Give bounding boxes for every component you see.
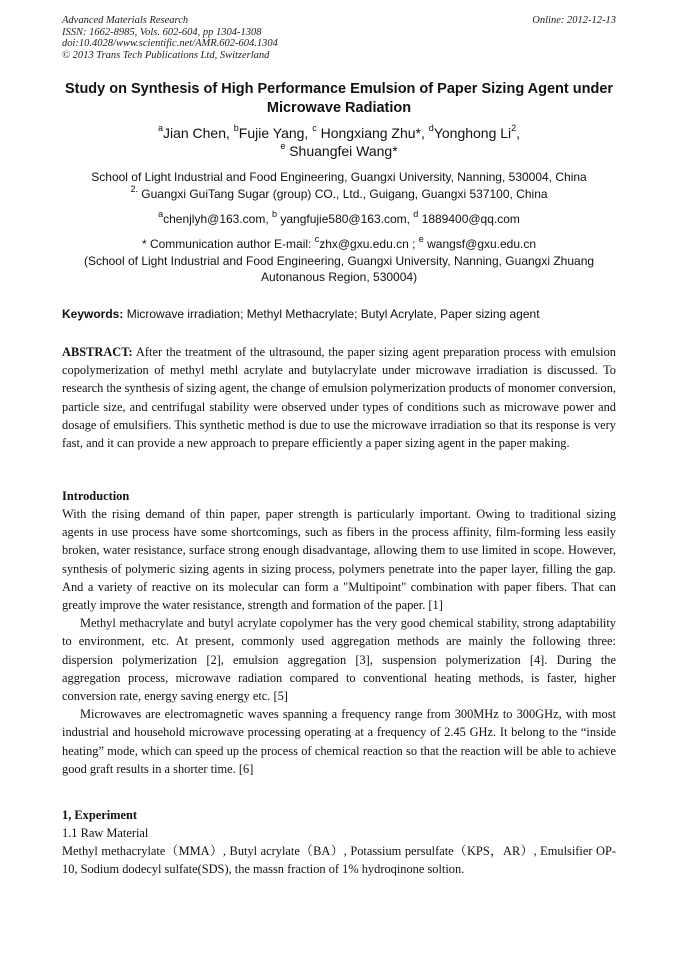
email-link[interactable]: 1889400@qq.com [418, 212, 520, 226]
author-name: Hongxiang Zhu*, [316, 125, 429, 141]
author-emails [62, 211, 616, 227]
abstract-label: ABSTRACT: [62, 345, 133, 359]
comm-prefix: * Communication author E-mail: [141, 237, 315, 251]
affiliation-2 [62, 186, 616, 202]
email-sup: e [418, 234, 424, 245]
intro-paragraph-3: Microwaves are electromagnetic waves spanning a frequency range from 300MHz to 300GHz, with most industrial and household microwave processing operating at a frequency of 2.45 GHz. It belong to the “inside heating” mode, which can speed up the process of chemical reaction so that the reaction will be able to achieve good graft results in a shorter time. [6] [62, 707, 616, 776]
introduction-heading: Introduction [62, 489, 130, 503]
communication-author [62, 236, 616, 252]
author-name: Fujie Yang, [238, 125, 313, 141]
journal-name: Advanced Materials Research [62, 15, 189, 26]
author-name: Jian Chen, [162, 125, 234, 141]
email-sup: d [413, 209, 419, 220]
author-sup: 2 [511, 123, 517, 134]
author-sup: c [312, 123, 317, 134]
author-sup: d [428, 123, 434, 134]
abstract-text: After the treatment of the ultrasound, the paper sizing agent preparation process with emulsion copolymerization of methyl methl acrylate and butylacrylate under microwave irradiation is discussed. To research the synthesis of sizing agent, the change of emulsion polymerization products of monomer conversion, particle size, and centrifugal stability were observed under types of conditions such as microwave power and dosage of emulsifiers. This synthetic method is due to use the microwave irradiation so that its response is very fast, and it can provide a new approach to prepare efficiently a paper sizing agent in the paper making. [62, 345, 616, 451]
author-sup: b [233, 123, 239, 134]
email-sup: a [158, 209, 164, 220]
intro-paragraph-1: With the rising demand of thin paper, paper strength is particularly important. Owing to traditional sizing agents in use process have some shortcomings, such as fibers in the process affinity, film-forming less easily broken, water resistance, surface strong enough disadvantage, allowing them to use limited in scope. However, synthesis of polymeric sizing agents in sizing process, polymers penetrate into the paper layer, filling the gap. And a variety of reactive on its molecular can form a "Multipoint" combination with paper fibers. That can greatly improve the water resistance, strength and formation of the paper. [1] [62, 507, 616, 613]
email-link[interactable]: wangsf@gxu.edu.cn [423, 237, 537, 251]
introduction-body [62, 505, 616, 778]
author-name: Yonghong Li [433, 125, 512, 141]
raw-material-subheading: 1.1 Raw Material [62, 826, 149, 840]
email-sup: b [272, 209, 278, 220]
author-name: Shuangfei Wang* [285, 143, 398, 159]
experiment-heading: 1, Experiment [62, 808, 138, 822]
author-list [62, 124, 616, 160]
intro-paragraph-2: Methyl methacrylate and butyl acrylate copolymer has the very good chemical stability, strong adaptability to environment, etc. At present, commonly used aggregation methods are mainly the following three: dispersion polymerization [2], emulsion aggregation [3], suspension polymerization [4]. During the aggregation process, microwave radiation compared to conventional heating methods, is faster, higher conversion rate, energy saving energy etc. [5] [62, 616, 616, 704]
communication-affiliation: (School of Light Industrial and Food Engineering, Guangxi University, Nanning, Guangxi Zhuang Autonanous Region, 530004) [83, 254, 595, 284]
journal-header [62, 15, 616, 61]
issn-line: ISSN: 1662-8985, Vols. 602-604, pp 1304-1308 [62, 26, 262, 38]
doi-line: doi:10.4028/www.scientific.net/AMR.602-604.1304 [62, 38, 278, 49]
author-sup: e [280, 141, 286, 152]
email-link[interactable]: chenjlyh@163.com, [163, 212, 273, 226]
email-link[interactable]: zhx@gxu.edu.cn ; [319, 237, 419, 251]
copyright-line: © 2013 Trans Tech Publications Ltd, Switzerland [62, 49, 270, 61]
email-link[interactable]: yangfujie580@163.com, [277, 212, 414, 226]
author-sup: a [157, 123, 163, 134]
paper-title: Study on Synthesis of High Performance Emulsion of Paper Sizing Agent under Microwave Radiation [64, 81, 614, 116]
abstract [62, 343, 616, 452]
online-date: Online: 2012-12-13 [532, 15, 616, 26]
affiliation-sup: 2. [130, 184, 138, 195]
affiliation-text: Guangxi GuiTang Sugar (group) CO., Ltd., Guigang, Guangxi 537100, China [137, 187, 548, 201]
keywords-label: Keywords: [62, 307, 124, 321]
raw-material-text: Methyl methacrylate（MMA）, Butyl acrylate（BA）, Potassium persulfate（KPS，AR）, Emulsifier OP-10, Sodium dodecyl sulfate(SDS), the massn fraction of 1% hydroqinone soltion. [62, 844, 616, 877]
affiliation-1: School of Light Industrial and Food Engineering, Guangxi University, Nanning, 530004, China [91, 170, 587, 184]
keywords [62, 306, 616, 322]
email-sup: c [314, 234, 320, 245]
keywords-text: Microwave irradiation; Methyl Methacrylate; Butyl Acrylate, Paper sizing agent [123, 307, 540, 321]
author-sep: , [516, 125, 521, 141]
